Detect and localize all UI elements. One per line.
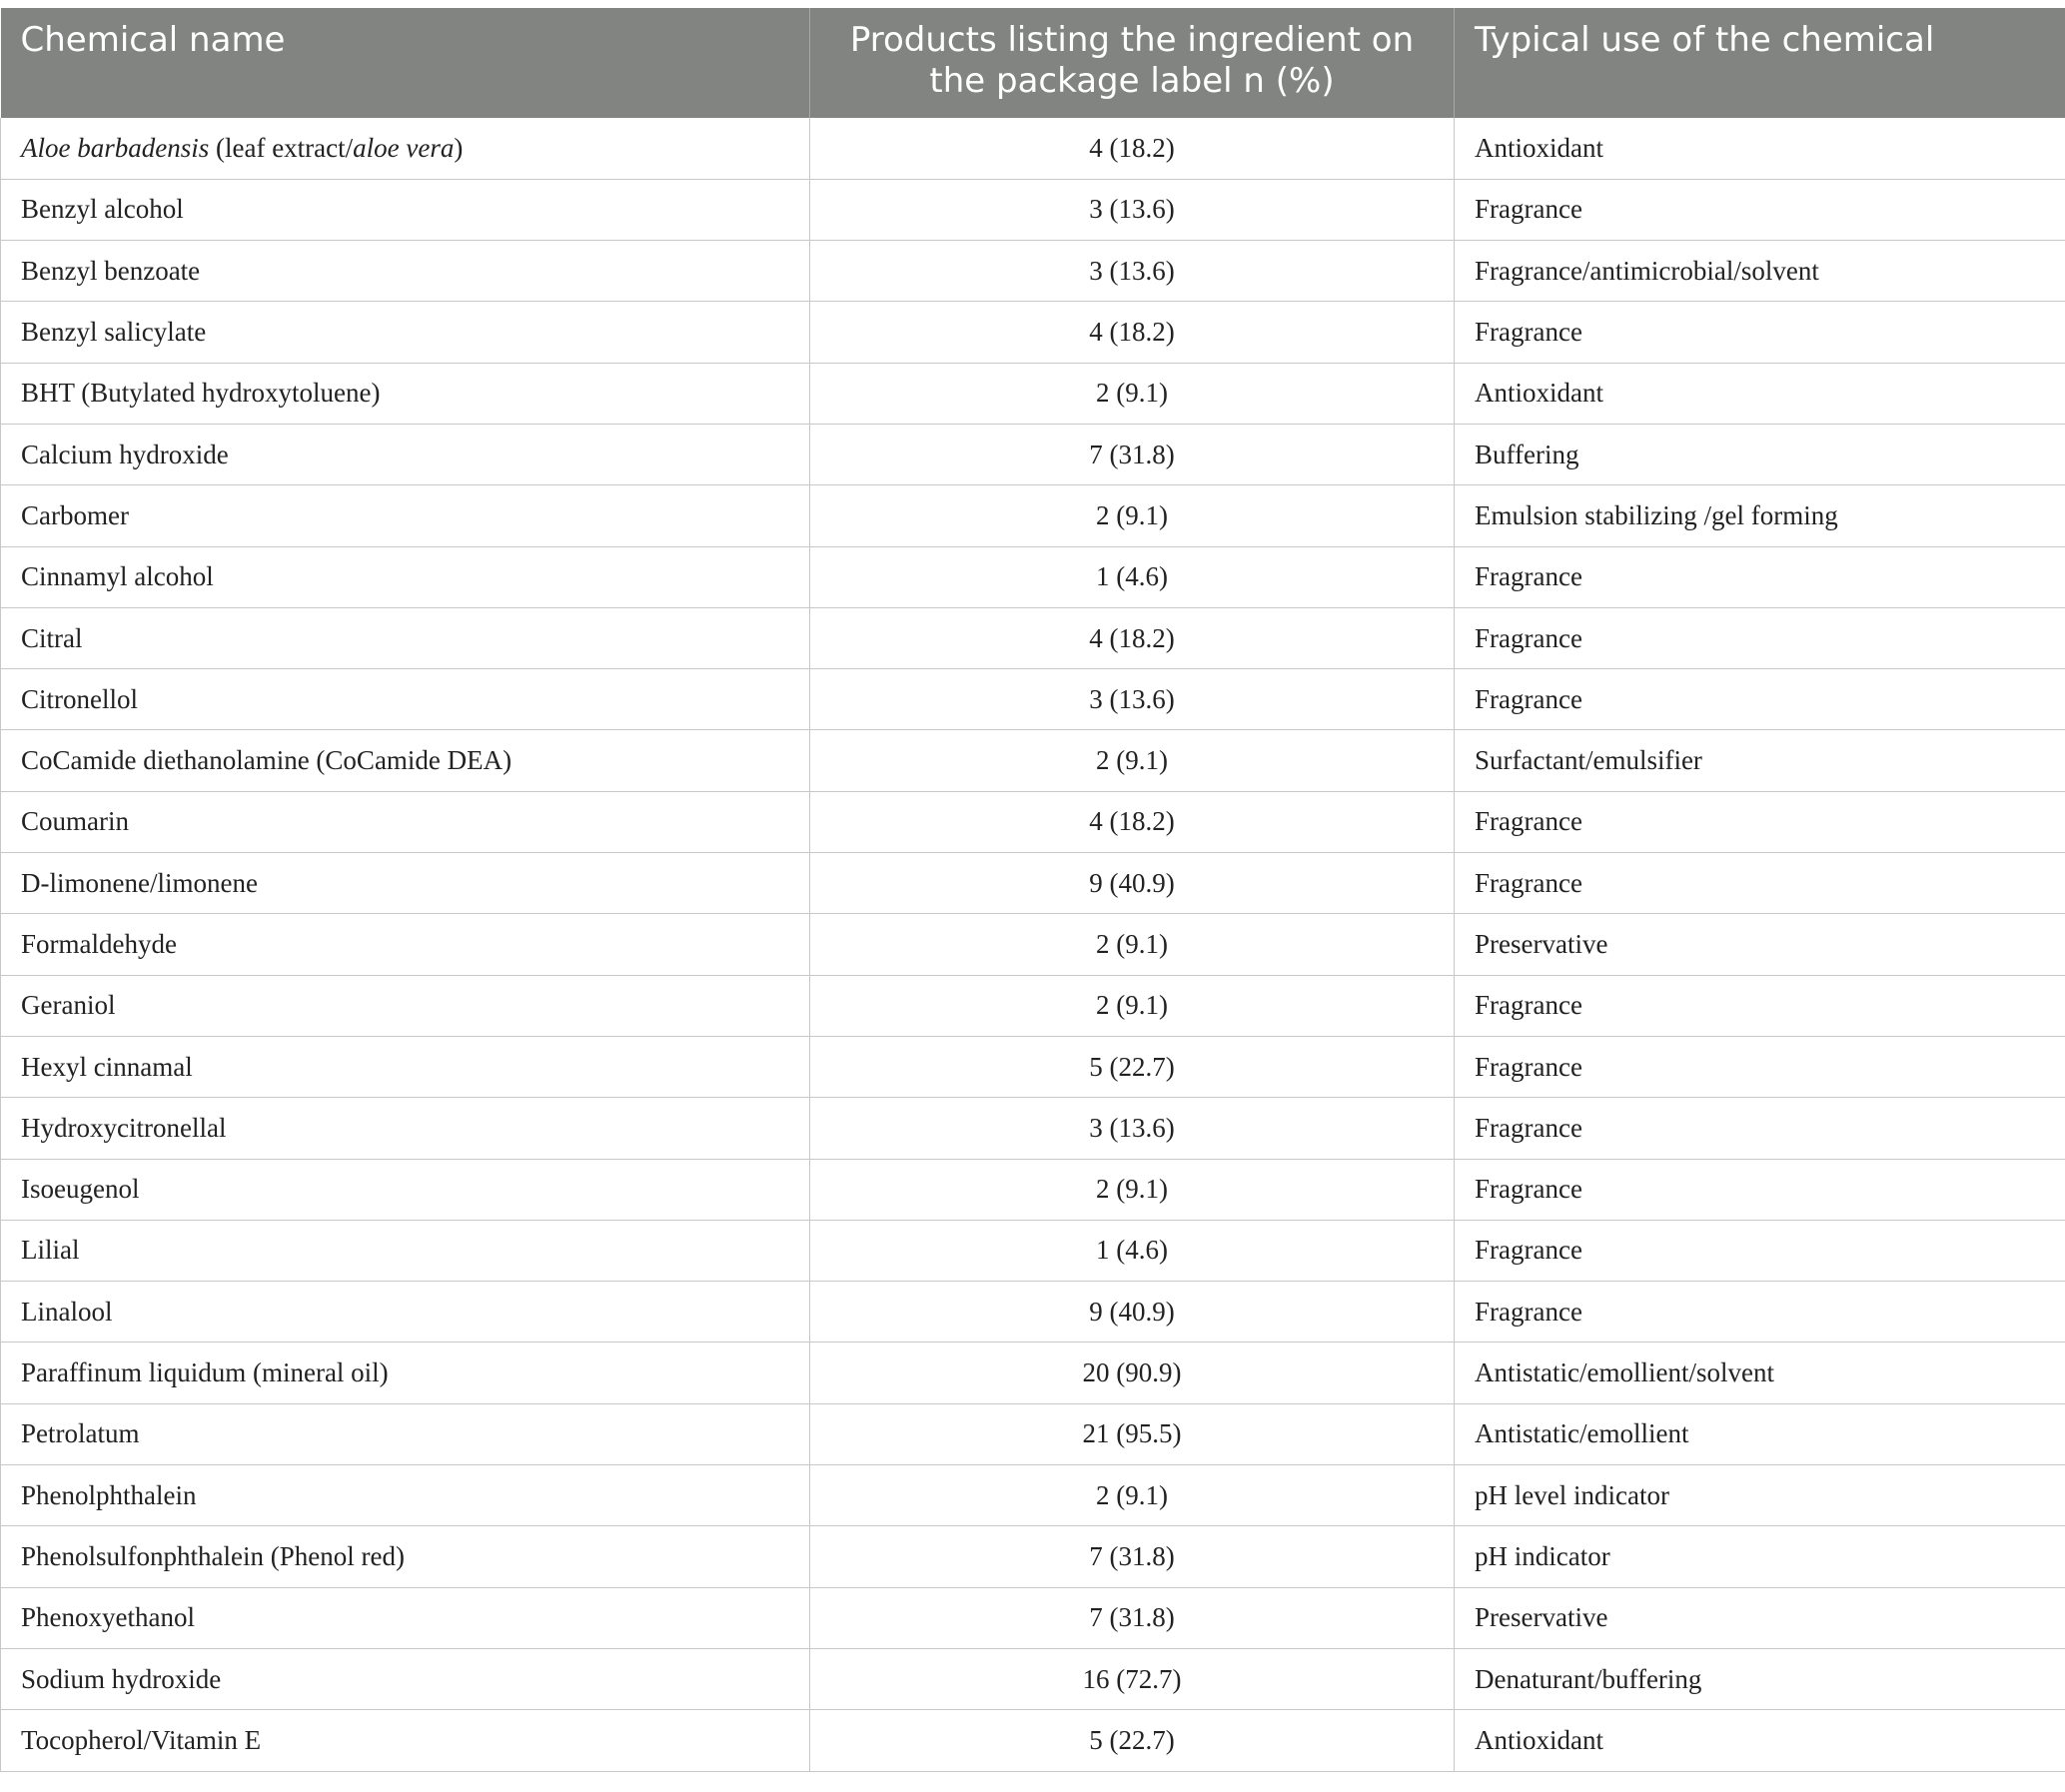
typical-use-cell: Antistatic/emollient/solvent (1455, 1343, 2065, 1403)
typical-use-cell: Fragrance (1455, 1282, 2065, 1343)
chemical-name-cell: Benzyl alcohol (1, 179, 810, 240)
typical-use-cell: Fragrance (1455, 1098, 2065, 1159)
table-row (1, 1159, 2065, 1220)
product-count-cell: 7 (31.8) (810, 1587, 1455, 1648)
table-row (1, 975, 2065, 1036)
typical-use-cell: Fragrance (1455, 179, 2065, 240)
table-container (0, 8, 2065, 1772)
product-count-cell: 7 (31.8) (810, 424, 1455, 484)
chemical-name-cell: Petrolatum (1, 1403, 810, 1464)
product-count-cell: 2 (9.1) (810, 1465, 1455, 1526)
typical-use-cell: pH level indicator (1455, 1465, 2065, 1526)
table-row (1, 914, 2065, 975)
table-header-row (1, 8, 2065, 118)
table-row (1, 424, 2065, 484)
product-count-cell: 9 (40.9) (810, 1282, 1455, 1343)
header-chemical-name: Chemical name (1, 8, 810, 118)
product-count-cell: 2 (9.1) (810, 363, 1455, 424)
typical-use-cell: pH indicator (1455, 1526, 2065, 1587)
product-count-cell: 2 (9.1) (810, 730, 1455, 791)
product-count-cell: 2 (9.1) (810, 1159, 1455, 1220)
table-row (1, 1403, 2065, 1464)
table-row (1, 730, 2065, 791)
typical-use-cell: Fragrance (1455, 607, 2065, 668)
table-row (1, 118, 2065, 179)
table-row (1, 302, 2065, 363)
product-count-cell: 9 (40.9) (810, 853, 1455, 914)
table-row (1, 546, 2065, 607)
table-row (1, 1282, 2065, 1343)
typical-use-cell: Denaturant/buffering (1455, 1648, 2065, 1709)
chemical-name-cell: Phenolsulfonphthalein (Phenol red) (1, 1526, 810, 1587)
typical-use-cell: Fragrance (1455, 669, 2065, 730)
chemical-name-italic: aloe vera (353, 132, 455, 163)
table-row (1, 791, 2065, 852)
chemical-name-cell: Formaldehyde (1, 914, 810, 975)
table-row (1, 363, 2065, 424)
product-count-cell: 2 (9.1) (810, 914, 1455, 975)
table-row (1, 1343, 2065, 1403)
typical-use-cell: Antioxidant (1455, 1710, 2065, 1771)
product-count-cell: 21 (95.5) (810, 1403, 1455, 1464)
table-row (1, 1710, 2065, 1771)
chemical-name-cell: Paraffinum liquidum (mineral oil) (1, 1343, 810, 1403)
chemical-name-cell: Calcium hydroxide (1, 424, 810, 484)
chemical-name-cell: Hexyl cinnamal (1, 1036, 810, 1097)
product-count-cell: 3 (13.6) (810, 669, 1455, 730)
chemical-name-cell: CoCamide diethanolamine (CoCamide DEA) (1, 730, 810, 791)
table-row (1, 1036, 2065, 1097)
product-count-cell: 4 (18.2) (810, 607, 1455, 668)
product-count-cell: 4 (18.2) (810, 118, 1455, 179)
typical-use-cell: Antioxidant (1455, 363, 2065, 424)
table-row (1, 485, 2065, 546)
table-row (1, 669, 2065, 730)
product-count-cell: 2 (9.1) (810, 485, 1455, 546)
typical-use-cell: Fragrance (1455, 975, 2065, 1036)
typical-use-cell: Emulsion stabilizing /gel forming (1455, 485, 2065, 546)
typical-use-cell: Preservative (1455, 1587, 2065, 1648)
chemical-name-cell: Citral (1, 607, 810, 668)
chemical-name-cell: Sodium hydroxide (1, 1648, 810, 1709)
table-row (1, 607, 2065, 668)
chemical-name-cell: Carbomer (1, 485, 810, 546)
product-count-cell: 4 (18.2) (810, 791, 1455, 852)
product-count-cell: 3 (13.6) (810, 1098, 1455, 1159)
chemical-name-plain: (leaf extract/ (209, 132, 354, 163)
chemical-name-cell: Benzyl salicylate (1, 302, 810, 363)
chemical-name-cell: Phenoxyethanol (1, 1587, 810, 1648)
typical-use-cell: Fragrance (1455, 1036, 2065, 1097)
chemical-name-cell: Phenolphthalein (1, 1465, 810, 1526)
chemical-name-cell: Hydroxycitronellal (1, 1098, 810, 1159)
typical-use-cell: Fragrance (1455, 546, 2065, 607)
table-row (1, 1526, 2065, 1587)
product-count-cell: 1 (4.6) (810, 1220, 1455, 1281)
table-row (1, 1648, 2065, 1709)
typical-use-cell: Surfactant/emulsifier (1455, 730, 2065, 791)
chemical-name-cell: D-limonene/limonene (1, 853, 810, 914)
header-products-listing: Products listing the ingredient on the package label n (%) (810, 8, 1455, 118)
typical-use-cell: Preservative (1455, 914, 2065, 975)
product-count-cell: 3 (13.6) (810, 179, 1455, 240)
table-row (1, 853, 2065, 914)
chemical-name-cell: Lilial (1, 1220, 810, 1281)
product-count-cell: 20 (90.9) (810, 1343, 1455, 1403)
typical-use-cell: Buffering (1455, 424, 2065, 484)
product-count-cell: 1 (4.6) (810, 546, 1455, 607)
chemical-name-cell: Isoeugenol (1, 1159, 810, 1220)
product-count-cell: 3 (13.6) (810, 241, 1455, 302)
typical-use-cell: Fragrance/antimicrobial/solvent (1455, 241, 2065, 302)
chemical-name-italic: Aloe barbadensis (21, 132, 210, 163)
typical-use-cell: Antistatic/emollient (1455, 1403, 2065, 1464)
typical-use-cell: Fragrance (1455, 1159, 2065, 1220)
typical-use-cell: Fragrance (1455, 791, 2065, 852)
table-row (1, 1098, 2065, 1159)
chemical-name-plain: ) (454, 132, 464, 163)
chemical-table (0, 8, 2065, 1772)
product-count-cell: 16 (72.7) (810, 1648, 1455, 1709)
table-row (1, 179, 2065, 240)
product-count-cell: 4 (18.2) (810, 302, 1455, 363)
table-row (1, 241, 2065, 302)
chemical-name-cell: Tocopherol/Vitamin E (1, 1710, 810, 1771)
table-row (1, 1587, 2065, 1648)
table-row (1, 1220, 2065, 1281)
product-count-cell: 7 (31.8) (810, 1526, 1455, 1587)
typical-use-cell: Fragrance (1455, 1220, 2065, 1281)
chemical-name-cell: Citronellol (1, 669, 810, 730)
chemical-name-cell (1, 118, 810, 179)
chemical-name-cell: Cinnamyl alcohol (1, 546, 810, 607)
product-count-cell: 5 (22.7) (810, 1710, 1455, 1771)
chemical-name-cell: Linalool (1, 1282, 810, 1343)
typical-use-cell: Fragrance (1455, 302, 2065, 363)
chemical-name-cell: Coumarin (1, 791, 810, 852)
product-count-cell: 5 (22.7) (810, 1036, 1455, 1097)
typical-use-cell: Fragrance (1455, 853, 2065, 914)
header-typical-use: Typical use of the chemical (1455, 8, 2065, 118)
chemical-name-cell: BHT (Butylated hydroxytoluene) (1, 363, 810, 424)
product-count-cell: 2 (9.1) (810, 975, 1455, 1036)
chemical-name-cell: Benzyl benzoate (1, 241, 810, 302)
table-row (1, 1465, 2065, 1526)
chemical-name-cell: Geraniol (1, 975, 810, 1036)
typical-use-cell: Antioxidant (1455, 118, 2065, 179)
